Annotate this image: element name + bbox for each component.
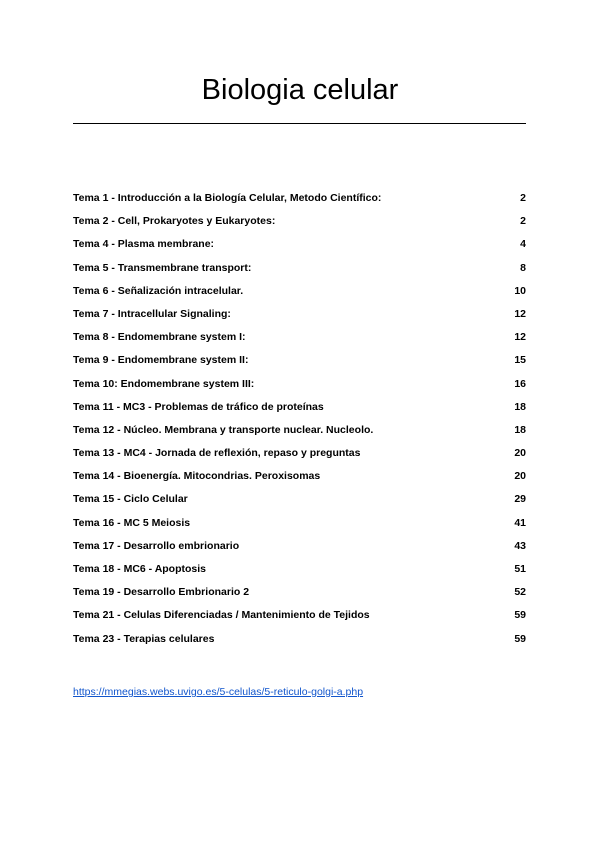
toc-entry-label[interactable]: Tema 13 - MC4 - Jornada de reflexión, repaso y preguntas [73, 447, 361, 460]
toc-entry[interactable] [73, 308, 526, 331]
toc-entry[interactable] [73, 262, 526, 285]
toc-entry-label[interactable]: Tema 11 - MC3 - Problemas de tráfico de proteínas [73, 400, 324, 413]
toc-entry-label[interactable]: Tema 4 - Plasma membrane: [73, 238, 215, 251]
toc-entry-label[interactable]: Tema 7 - Intracellular Signaling: [73, 307, 231, 320]
toc-entry[interactable] [73, 609, 526, 632]
toc-entry-page[interactable]: 2 [520, 215, 526, 228]
toc-entry-page[interactable]: 51 [514, 563, 526, 575]
toc-entry-page[interactable]: 59 [514, 632, 526, 645]
title-divider [73, 123, 526, 124]
toc-entry-label[interactable]: Tema 18 - MC6 - Apoptosis [73, 563, 207, 575]
toc-entry-page[interactable]: 4 [520, 238, 526, 251]
toc-entry-page[interactable]: 59 [514, 609, 526, 622]
toc-entry[interactable] [73, 447, 526, 470]
toc-entry-label[interactable]: Tema 8 - Endomembrane system I: [73, 331, 246, 344]
toc-entry[interactable] [73, 192, 526, 215]
toc-entry-label[interactable]: Tema 9 - Endomembrane system II: [73, 354, 249, 367]
toc-entry-page[interactable]: 15 [514, 354, 526, 367]
toc-entry-page[interactable]: 52 [514, 586, 526, 599]
toc-entry-label[interactable]: Tema 23 - Terapias celulares [73, 632, 215, 645]
toc-entry-label[interactable]: Tema 2 - Cell, Prokaryotes y Eukaryotes: [73, 215, 276, 228]
toc-entry[interactable] [73, 586, 526, 609]
toc-entry-label[interactable]: Tema 5 - Transmembrane transport: [73, 261, 252, 274]
toc-entry-label[interactable]: Tema 1 - Introducción a la Biología Celular, Metodo Científico: [73, 192, 382, 204]
toc-entry-page[interactable]: 43 [514, 539, 526, 552]
toc-entry-label[interactable]: Tema 15 - Ciclo Celular [73, 493, 188, 506]
toc-entry-label[interactable]: Tema 17 - Desarrollo embrionario [73, 539, 240, 552]
toc-entry-page[interactable]: 20 [514, 447, 526, 460]
toc-entry-label[interactable]: Tema 10: Endomembrane system III: [73, 377, 255, 390]
toc-entry[interactable] [73, 331, 526, 354]
toc-entry[interactable] [73, 401, 526, 424]
toc-entry-page[interactable]: 12 [514, 307, 526, 320]
toc-entry-page[interactable]: 12 [514, 331, 526, 344]
toc-entry[interactable] [73, 563, 526, 586]
toc-entry[interactable] [73, 470, 526, 493]
toc-entry-label[interactable]: Tema 12 - Núcleo. Membrana y transporte nuclear. Nucleolo. [73, 423, 374, 436]
toc-entry-page[interactable]: 41 [514, 516, 526, 529]
toc-entry-label[interactable]: Tema 16 - MC 5 Meiosis [73, 516, 191, 529]
document-title: Biologia celular [201, 74, 399, 106]
toc-entry-label[interactable]: Tema 14 - Bioenergía. Mitocondrias. Peroxisomas [73, 470, 321, 483]
toc-entry-page[interactable]: 18 [514, 400, 526, 413]
toc-entry-page[interactable]: 16 [514, 377, 526, 390]
toc-entry[interactable] [73, 493, 526, 516]
toc-entry[interactable] [73, 378, 526, 401]
toc-entry-page[interactable]: 18 [514, 423, 526, 436]
toc-entry[interactable] [73, 285, 526, 308]
toc-entry-page[interactable]: 29 [514, 493, 526, 506]
toc-entry-page[interactable]: 20 [514, 470, 526, 483]
toc-entry[interactable] [73, 238, 526, 261]
toc-entry-label[interactable]: Tema 19 - Desarrollo Embrionario 2 [73, 586, 250, 599]
toc-entry[interactable] [73, 215, 526, 238]
toc-entry-label[interactable]: Tema 21 - Celulas Diferenciadas / Mantenimiento de Tejidos [73, 609, 370, 622]
toc-entry[interactable] [73, 517, 526, 540]
toc-entry-page[interactable]: 10 [514, 284, 526, 297]
reference-link[interactable]: https://mmegias.webs.uvigo.es/5-celulas/5-reticulo-golgi-a.php [73, 686, 364, 698]
table-of-contents [73, 192, 526, 656]
toc-entry[interactable] [73, 424, 526, 447]
toc-entry[interactable] [73, 354, 526, 377]
toc-entry-label[interactable]: Tema 6 - Señalización intracelular. [73, 284, 244, 297]
toc-entry-page[interactable]: 2 [520, 192, 526, 204]
toc-entry[interactable] [73, 633, 526, 656]
toc-entry[interactable] [73, 540, 526, 563]
toc-entry-page[interactable]: 8 [520, 261, 526, 274]
